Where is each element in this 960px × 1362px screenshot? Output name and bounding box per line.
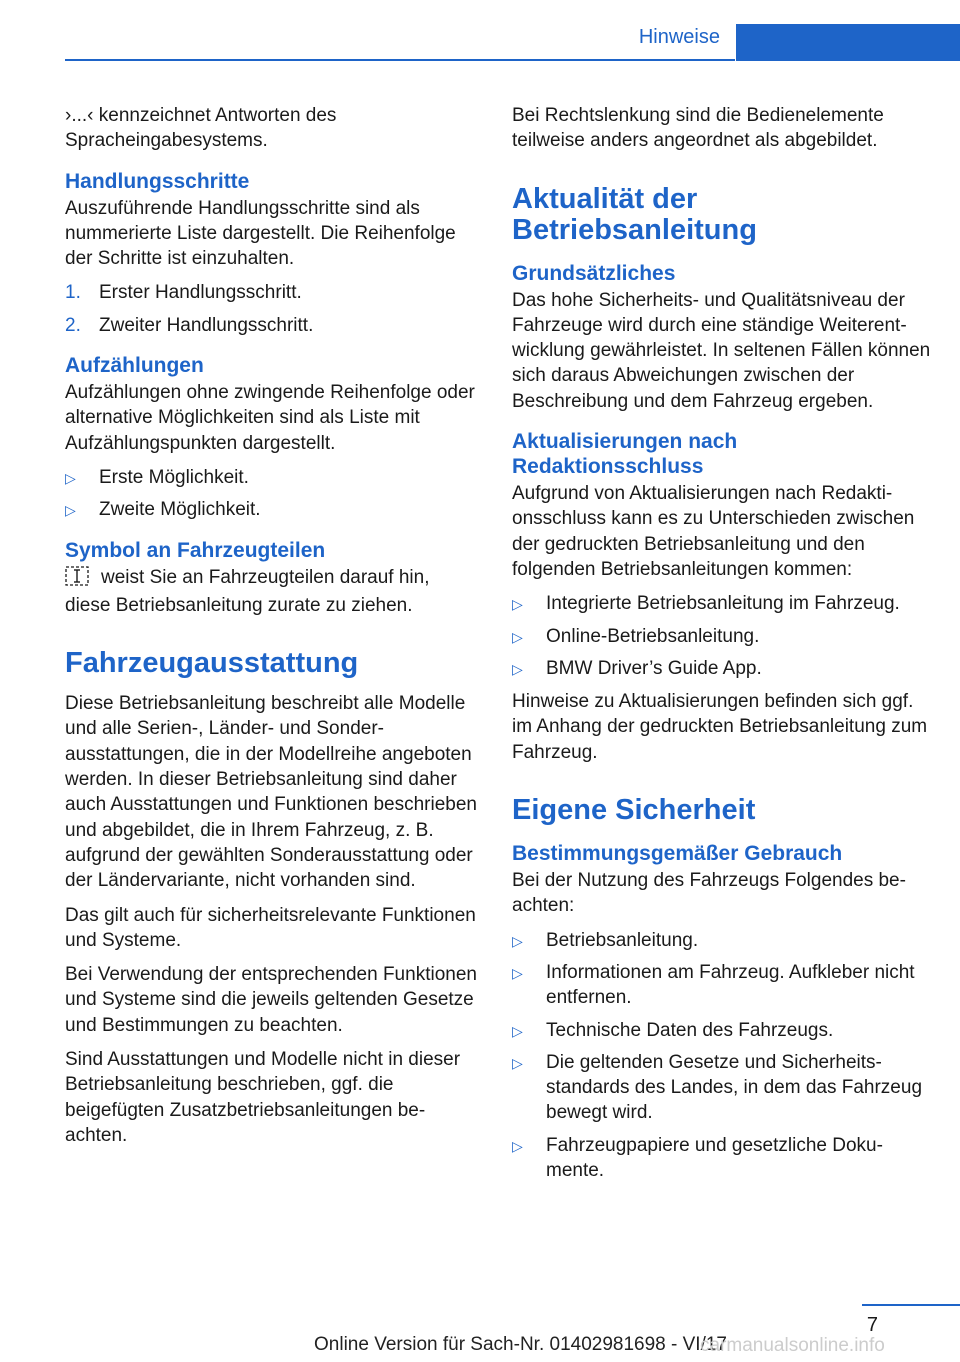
list-item bbox=[512, 928, 932, 953]
bullet-triangle-icon: ▷ bbox=[512, 628, 523, 645]
bullet-triangle-icon: ▷ bbox=[512, 596, 523, 613]
page-number: 7 bbox=[866, 1314, 878, 1336]
list-item bbox=[512, 960, 932, 1011]
heading-basics: Grundsätzliches bbox=[512, 261, 676, 285]
bullet-triangle-icon: ▷ bbox=[512, 1054, 523, 1071]
footer-rule bbox=[862, 1304, 960, 1306]
list-item bbox=[512, 591, 932, 616]
heading-safety: Eigene Sicherheit bbox=[512, 794, 756, 827]
basics-paragraph: Das hohe Sicherheits- und Qualitätsniveau der Fahrzeuge wird durch eine ständige Weiterentwicklung gewährleistet. In seltenen Fällen können sich daraus Abweichungen zwischen der Beschreibung und dem Fahrzeug ergeben. bbox=[512, 289, 931, 412]
bullet-text: Technische Daten des Fahrzeugs. bbox=[546, 1019, 834, 1041]
updates-paragraph: Aufgrund von Aktualisierungen nach Redaktionsschluss kann es zu Unterschieden zwischen der gedruckten Betriebsanleitung und den folgenden Betriebsanleitungen kommen: bbox=[512, 483, 915, 580]
bullet-text: Zweite Möglichkeit. bbox=[99, 499, 261, 521]
enum-list bbox=[65, 465, 480, 523]
step-number: 2. bbox=[65, 314, 81, 336]
list-item bbox=[512, 1050, 932, 1126]
enum-paragraph: Aufzählungen ohne zwingende Reihenfolge oder alternative Möglichkeiten sind als Liste mit Aufzählungspunkten dargestellt. bbox=[65, 382, 475, 454]
intro-paragraph: ›...‹ kennzeichnet Antworten des Spracheingabesystems. bbox=[65, 105, 337, 152]
online-version-note: Online Version für Sach-Nr. 01402981698 - VI/17 bbox=[314, 1334, 727, 1355]
heading-steps: Handlungsschritte bbox=[65, 169, 250, 193]
heading-updates: Aktualisierungen nach Redaktionsschluss bbox=[512, 430, 738, 479]
list-item bbox=[65, 313, 480, 338]
left-column bbox=[65, 103, 480, 1157]
updates-list bbox=[512, 591, 932, 681]
header-rule bbox=[65, 59, 735, 61]
list-item bbox=[512, 1133, 932, 1184]
heading-enumerations: Aufzählungen bbox=[65, 354, 204, 378]
watermark: carmanualsonline.info bbox=[700, 1335, 885, 1356]
bullet-text: Informationen am Fahrzeug. Aufkleber nicht entfernen. bbox=[546, 961, 915, 1009]
section-title: Hinweise bbox=[638, 26, 720, 48]
book-icon bbox=[65, 566, 89, 593]
bullet-text: BMW Driver’s Guide App. bbox=[546, 657, 762, 679]
usage-list bbox=[512, 928, 932, 1184]
bullet-text: Fahrzeugpapiere und gesetzliche Dokumente. bbox=[546, 1134, 883, 1182]
list-item bbox=[65, 280, 480, 305]
step-text: Zweiter Handlungsschritt. bbox=[99, 314, 314, 336]
bullet-triangle-icon: ▷ bbox=[512, 964, 523, 981]
step-number: 1. bbox=[65, 282, 81, 304]
list-item bbox=[512, 1018, 932, 1043]
list-item bbox=[512, 656, 932, 681]
steps-list bbox=[65, 280, 480, 338]
header-accent-bar bbox=[736, 24, 960, 61]
equipment-paragraph-3: Bei Verwendung der entsprechenden Funktionen und Systeme sind die jeweils geltenden Gesetze und Bestimmungen zu beachten. bbox=[65, 964, 477, 1036]
bullet-triangle-icon: ▷ bbox=[65, 469, 76, 486]
heading-intended-use: Bestimmungsgemäßer Gebrauch bbox=[512, 842, 843, 866]
heading-symbol: Symbol an Fahrzeugteilen bbox=[65, 538, 326, 562]
bullet-text: Erste Möglichkeit. bbox=[99, 466, 249, 488]
steps-paragraph: Auszuführende Handlungsschritte sind als nummerierte Liste dargestellt. Die Reihenfolge der Schritte ist einzuhalten. bbox=[65, 197, 456, 270]
list-item bbox=[65, 465, 480, 490]
list-item bbox=[512, 624, 932, 649]
symbol-paragraph bbox=[65, 565, 480, 619]
symbol-text: weist Sie an Fahrzeugteilen darauf hin, diese Betriebsanleitung zurate zu ziehen. bbox=[65, 566, 430, 616]
right-hand-drive-paragraph: Bei Rechtslenkung sind die Bedienelemente teilweise anders angeordnet als abgebildet. bbox=[512, 105, 884, 152]
list-item bbox=[65, 497, 480, 522]
equipment-paragraph-4: Sind Ausstattungen und Modelle nicht in dieser Betriebsanleitung beschrieben, ggf. die beigefügten Zusatzbetriebsanleitungen beachten. bbox=[65, 1049, 461, 1146]
equipment-paragraph-1: Diese Betriebsanleitung beschreibt alle Modelle und alle Serien-, Länder- und Sonderausstattungen, die in der Modellreihe angeboten werden. In dieser Betriebsanleitung sind daher auch Ausstattungen und Funktionen beschrieben und abgebildet, die in Ihrem Fahrzeug, z. B. aufgrund der gewählten Sonderausstattung oder der Ländervariante, nicht vorhanden sind. bbox=[65, 693, 477, 892]
bullet-triangle-icon: ▷ bbox=[512, 1137, 523, 1154]
bullet-text: Online-Betriebsanleitung. bbox=[546, 625, 760, 647]
step-text: Erster Handlungsschritt. bbox=[99, 282, 302, 304]
heading-currency: Aktualität der Betriebsanleitung bbox=[512, 182, 757, 246]
bullet-triangle-icon: ▷ bbox=[512, 660, 523, 677]
bullet-triangle-icon: ▷ bbox=[65, 502, 76, 519]
bullet-triangle-icon: ▷ bbox=[512, 932, 523, 949]
right-column bbox=[512, 103, 932, 1191]
equipment-paragraph-2: Das gilt auch für sicherheitsrelevante Funktionen und Systeme. bbox=[65, 904, 476, 951]
updates-note-paragraph: Hinweise zu Aktualisierungen befinden sich ggf. im Anhang der gedruckten Betriebsanleitung zum Fahrzeug. bbox=[512, 691, 928, 763]
bullet-text: Die geltenden Gesetze und Sicherheitsstandards des Landes, in dem das Fahrzeug bewegt wird. bbox=[546, 1051, 923, 1124]
bullet-text: Integrierte Betriebsanleitung im Fahrzeug. bbox=[546, 593, 900, 615]
bullet-triangle-icon: ▷ bbox=[512, 1022, 523, 1039]
heading-equipment: Fahrzeugausstattung bbox=[65, 647, 359, 680]
bullet-text: Betriebsanleitung. bbox=[546, 929, 699, 951]
usage-paragraph: Bei der Nutzung des Fahrzeugs Folgendes beachten: bbox=[512, 870, 906, 917]
